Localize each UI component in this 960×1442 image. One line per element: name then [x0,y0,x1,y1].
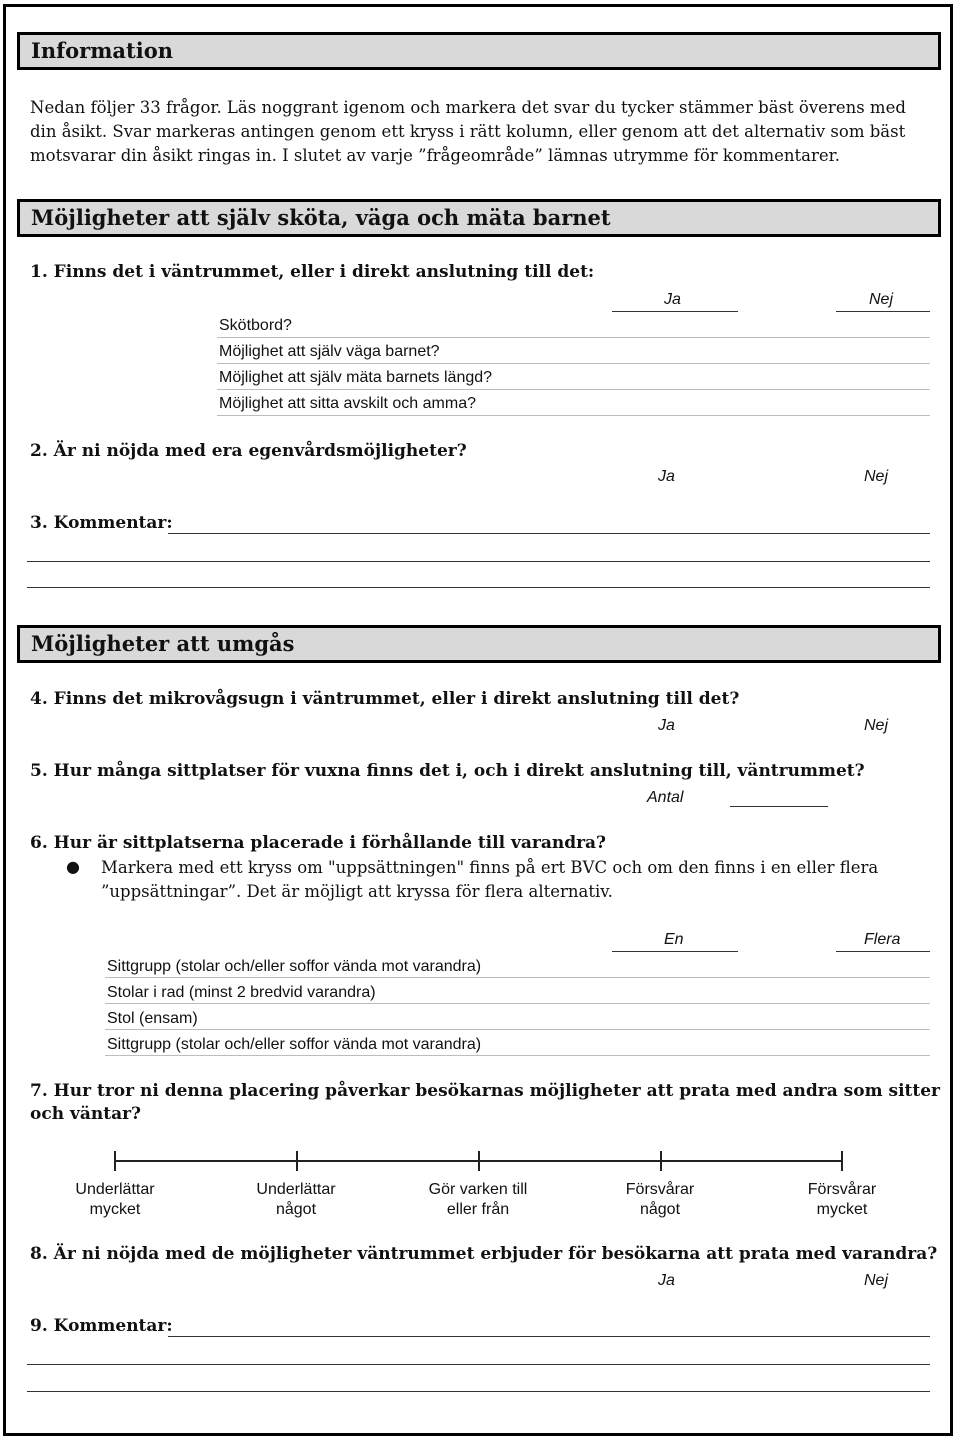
q6-item-4: Sittgrupp (stolar och/eller soffor vända mot varandra) [107,1036,482,1053]
scale-tick[interactable] [660,1151,662,1171]
column-underline-one [612,951,738,952]
comment-line[interactable] [27,1364,930,1365]
question-7: 7. Hur tror ni denna placering påverkar besökarnas möjligheter att prata med andra som sitter [30,1081,940,1101]
comment-line[interactable] [27,561,930,562]
comment-line[interactable] [27,587,930,588]
column-underline-yes [612,311,738,312]
column-underline-many [836,951,930,952]
q6-row-line [105,1055,930,1056]
scale-tick[interactable] [296,1151,298,1171]
q6-row-line [105,1003,930,1004]
comment-line[interactable] [168,1336,930,1337]
question-4: 4. Finns det mikrovågsugn i väntrummet, eller i direkt anslutning till det? [30,689,740,709]
count-input-line[interactable] [730,806,828,807]
q1-row-line [217,337,930,338]
scale-label-1[interactable]: Underlättar mycket [75,1181,155,1218]
answer-no[interactable]: Nej [864,468,889,485]
section-header-self-care: Möjligheter att själv sköta, väga och mäta barnet [17,199,941,237]
comment-line[interactable] [168,533,930,534]
q6-instruction: Markera med ett kryss om "uppsättningen" finns på ert BVC och om den finns i en eller flera [101,858,879,877]
scale-tick[interactable] [478,1151,480,1171]
q1-item-2: Möjlighet att själv väga barnet? [219,343,440,360]
question-8: 8. Är ni nöjda med de möjligheter väntrummet erbjuder för besökarna att prata med varandra? [30,1244,938,1264]
answer-no[interactable]: Nej [864,717,889,734]
bullet-icon: ● [66,857,80,876]
scale-label-2[interactable]: Underlättar något [256,1181,336,1218]
question-3: 3. Kommentar: [30,513,173,533]
scale-label-5[interactable]: Försvårar mycket [807,1181,877,1218]
count-label: Antal [647,789,684,806]
section-header-information: Information [17,32,941,70]
answer-yes[interactable]: Ja [658,468,675,485]
answer-yes[interactable]: Ja [658,717,675,734]
q1-row-line [217,363,930,364]
q1-item-1: Skötbord? [219,317,292,334]
q6-item-1: Sittgrupp (stolar och/eller soffor vända mot varandra) [107,958,482,975]
q1-item-3: Möjlighet att själv mäta barnets längd? [219,369,493,386]
column-header-one: En [664,931,684,948]
q6-row-line [105,1029,930,1030]
question-6: 6. Hur är sittplatserna placerade i förhållande till varandra? [30,833,607,853]
q1-row-line [217,389,930,390]
answer-no[interactable]: Nej [864,1272,889,1289]
scale-label-4[interactable]: Försvårar något [625,1181,695,1218]
question-9: 9. Kommentar: [30,1316,173,1336]
scale-tick[interactable] [841,1151,843,1171]
q6-row-line [105,977,930,978]
q1-row-line [217,415,930,416]
question-1: 1. Finns det i väntrummet, eller i direkt anslutning till det: [30,262,595,282]
answer-yes[interactable]: Ja [658,1272,675,1289]
column-underline-no [836,311,930,312]
q6-item-2: Stolar i rad (minst 2 bredvid varandra) [107,984,376,1001]
intro-text: Nedan följer 33 frågor. Läs noggrant igenom och markera det svar du tycker stämmer bäst överens med din åsikt. Svar markeras antingen genom ett kryss i rätt kolumn, eller genom att det alternativ som bäst motsvarar din åsikt ringas in. I slutet av varje ”frågeområde” lämnas utrymme för kommentarer. [30,98,906,165]
question-7-cont: och väntar? [30,1104,142,1124]
comment-line[interactable] [27,1391,930,1392]
column-header-no: Nej [869,291,894,308]
q6-instruction-cont: ”uppsättningar”. Det är möjligt att kryssa för flera alternativ. [101,882,613,901]
section-header-socialize: Möjligheter att umgås [17,625,941,663]
column-header-yes: Ja [664,291,681,308]
scale-tick[interactable] [114,1151,116,1171]
q1-item-4: Möjlighet att sitta avskilt och amma? [219,395,476,412]
column-header-many: Flera [864,931,901,948]
question-5: 5. Hur många sittplatser för vuxna finns det i, och i direkt anslutning till, väntrummet? [30,761,865,781]
scale-label-3[interactable]: Gör varken till eller från [428,1181,528,1218]
q6-item-3: Stol (ensam) [107,1010,198,1027]
question-2: 2. Är ni nöjda med era egenvårdsmöjligheter? [30,441,467,461]
